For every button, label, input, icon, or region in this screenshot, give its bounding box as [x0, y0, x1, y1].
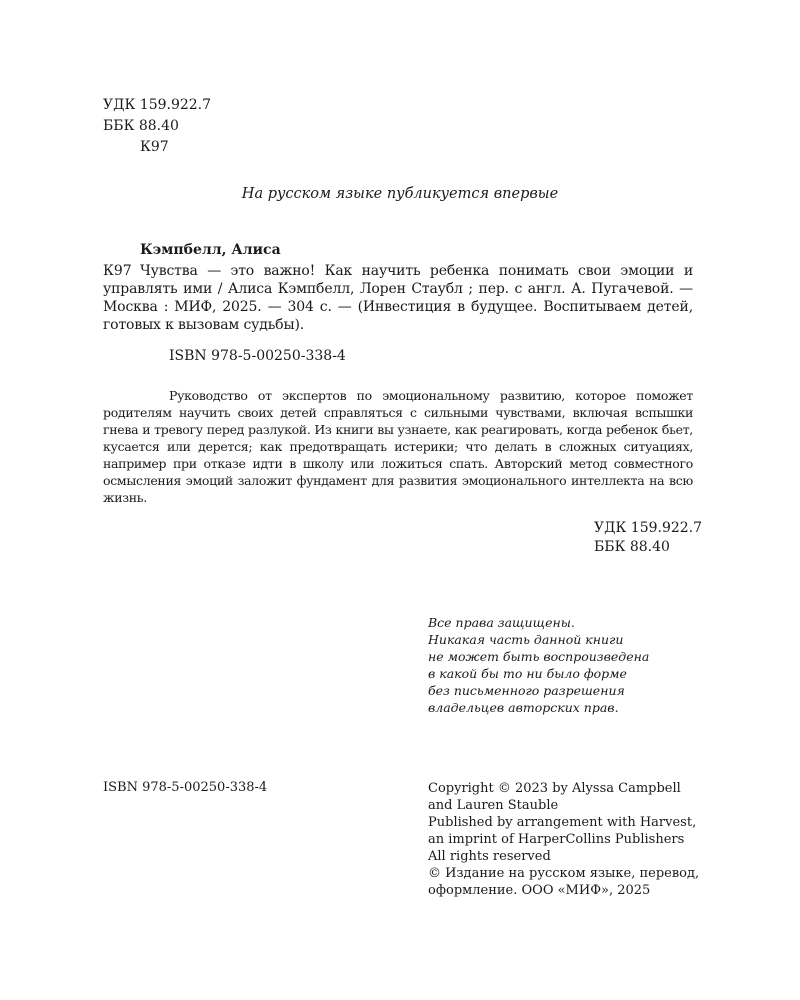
author-mark: К97 — [140, 139, 169, 155]
copyright-line: Published by arrangement with Harvest, — [428, 815, 697, 830]
copyright-block — [428, 780, 699, 899]
copyright-line: and Lauren Stauble — [428, 798, 559, 813]
record-author: Кэмпбелл, Алиса — [140, 242, 281, 258]
copyright-line: © Издание на русском языке, перевод, — [428, 866, 700, 881]
record-isbn: ISBN 978-5-00250-338-4 — [169, 348, 346, 364]
isbn-bottom: ISBN 978-5-00250-338-4 — [103, 780, 268, 795]
rights-line: без письменного разрешения — [428, 683, 625, 698]
bibliographic-record — [103, 241, 693, 334]
annotation-text: Руководство от экспертов по эмоциональному развитию, которое поможет родителям научить своих детей справляться с сильными чувствами, включая вспышки гнева и тревогу перед разлукой. Из книги вы узнаете, как реагировать, когда ребенок бьет, кусается или дерется; как предотвращать истерики; что делать в сложных ситуациях, например при отказе идти в школу или ложиться спать. Авторский метод совместного осмысления эмоций заложит фундамент для развития эмоционального интеллекта на всю жизнь. — [103, 388, 693, 505]
record-entry-row — [103, 262, 693, 334]
udk-code-right: УДК 159.922.7 — [594, 520, 703, 536]
rights-line: владельцев авторских прав. — [428, 700, 619, 715]
copyright-line: Copyright © 2023 by Alyssa Campbell — [428, 781, 681, 796]
rights-line: не может быть воспроизведена — [428, 649, 650, 664]
record-code: К97 — [103, 263, 132, 279]
first-publication-note: На русском языке публикуется впервые — [241, 186, 559, 202]
classification-codes — [103, 95, 211, 158]
record-entry-text: Чувства — это важно! Как научить ребенка понимать свои эмоции и управлять ими / Алиса Кэмпбелл, Лорен Стаубл ; пер. с англ. А. Пугачевой. — Москва : МИФ, 2025. — 304 с. — (Инвестиция в будущее. Воспитываем детей, готовых к вызовам судьбы). — [103, 263, 693, 333]
bbk-code-right: ББК 88.40 — [594, 539, 670, 555]
copyright-line: an imprint of HarperCollins Publishers — [428, 832, 685, 847]
rights-line: Никакая часть данной книги — [428, 632, 624, 647]
copyright-line: All rights reserved — [428, 849, 551, 864]
rights-line: в какой бы то ни было форме — [428, 666, 627, 681]
bbk-code: ББК 88.40 — [103, 118, 179, 134]
copyright-line: оформление. ООО «МИФ», 2025 — [428, 883, 651, 898]
classification-codes-right — [594, 519, 702, 557]
udk-code: УДК 159.922.7 — [103, 97, 212, 113]
rights-line: Все права защищены. — [428, 615, 575, 630]
rights-notice — [428, 614, 649, 716]
